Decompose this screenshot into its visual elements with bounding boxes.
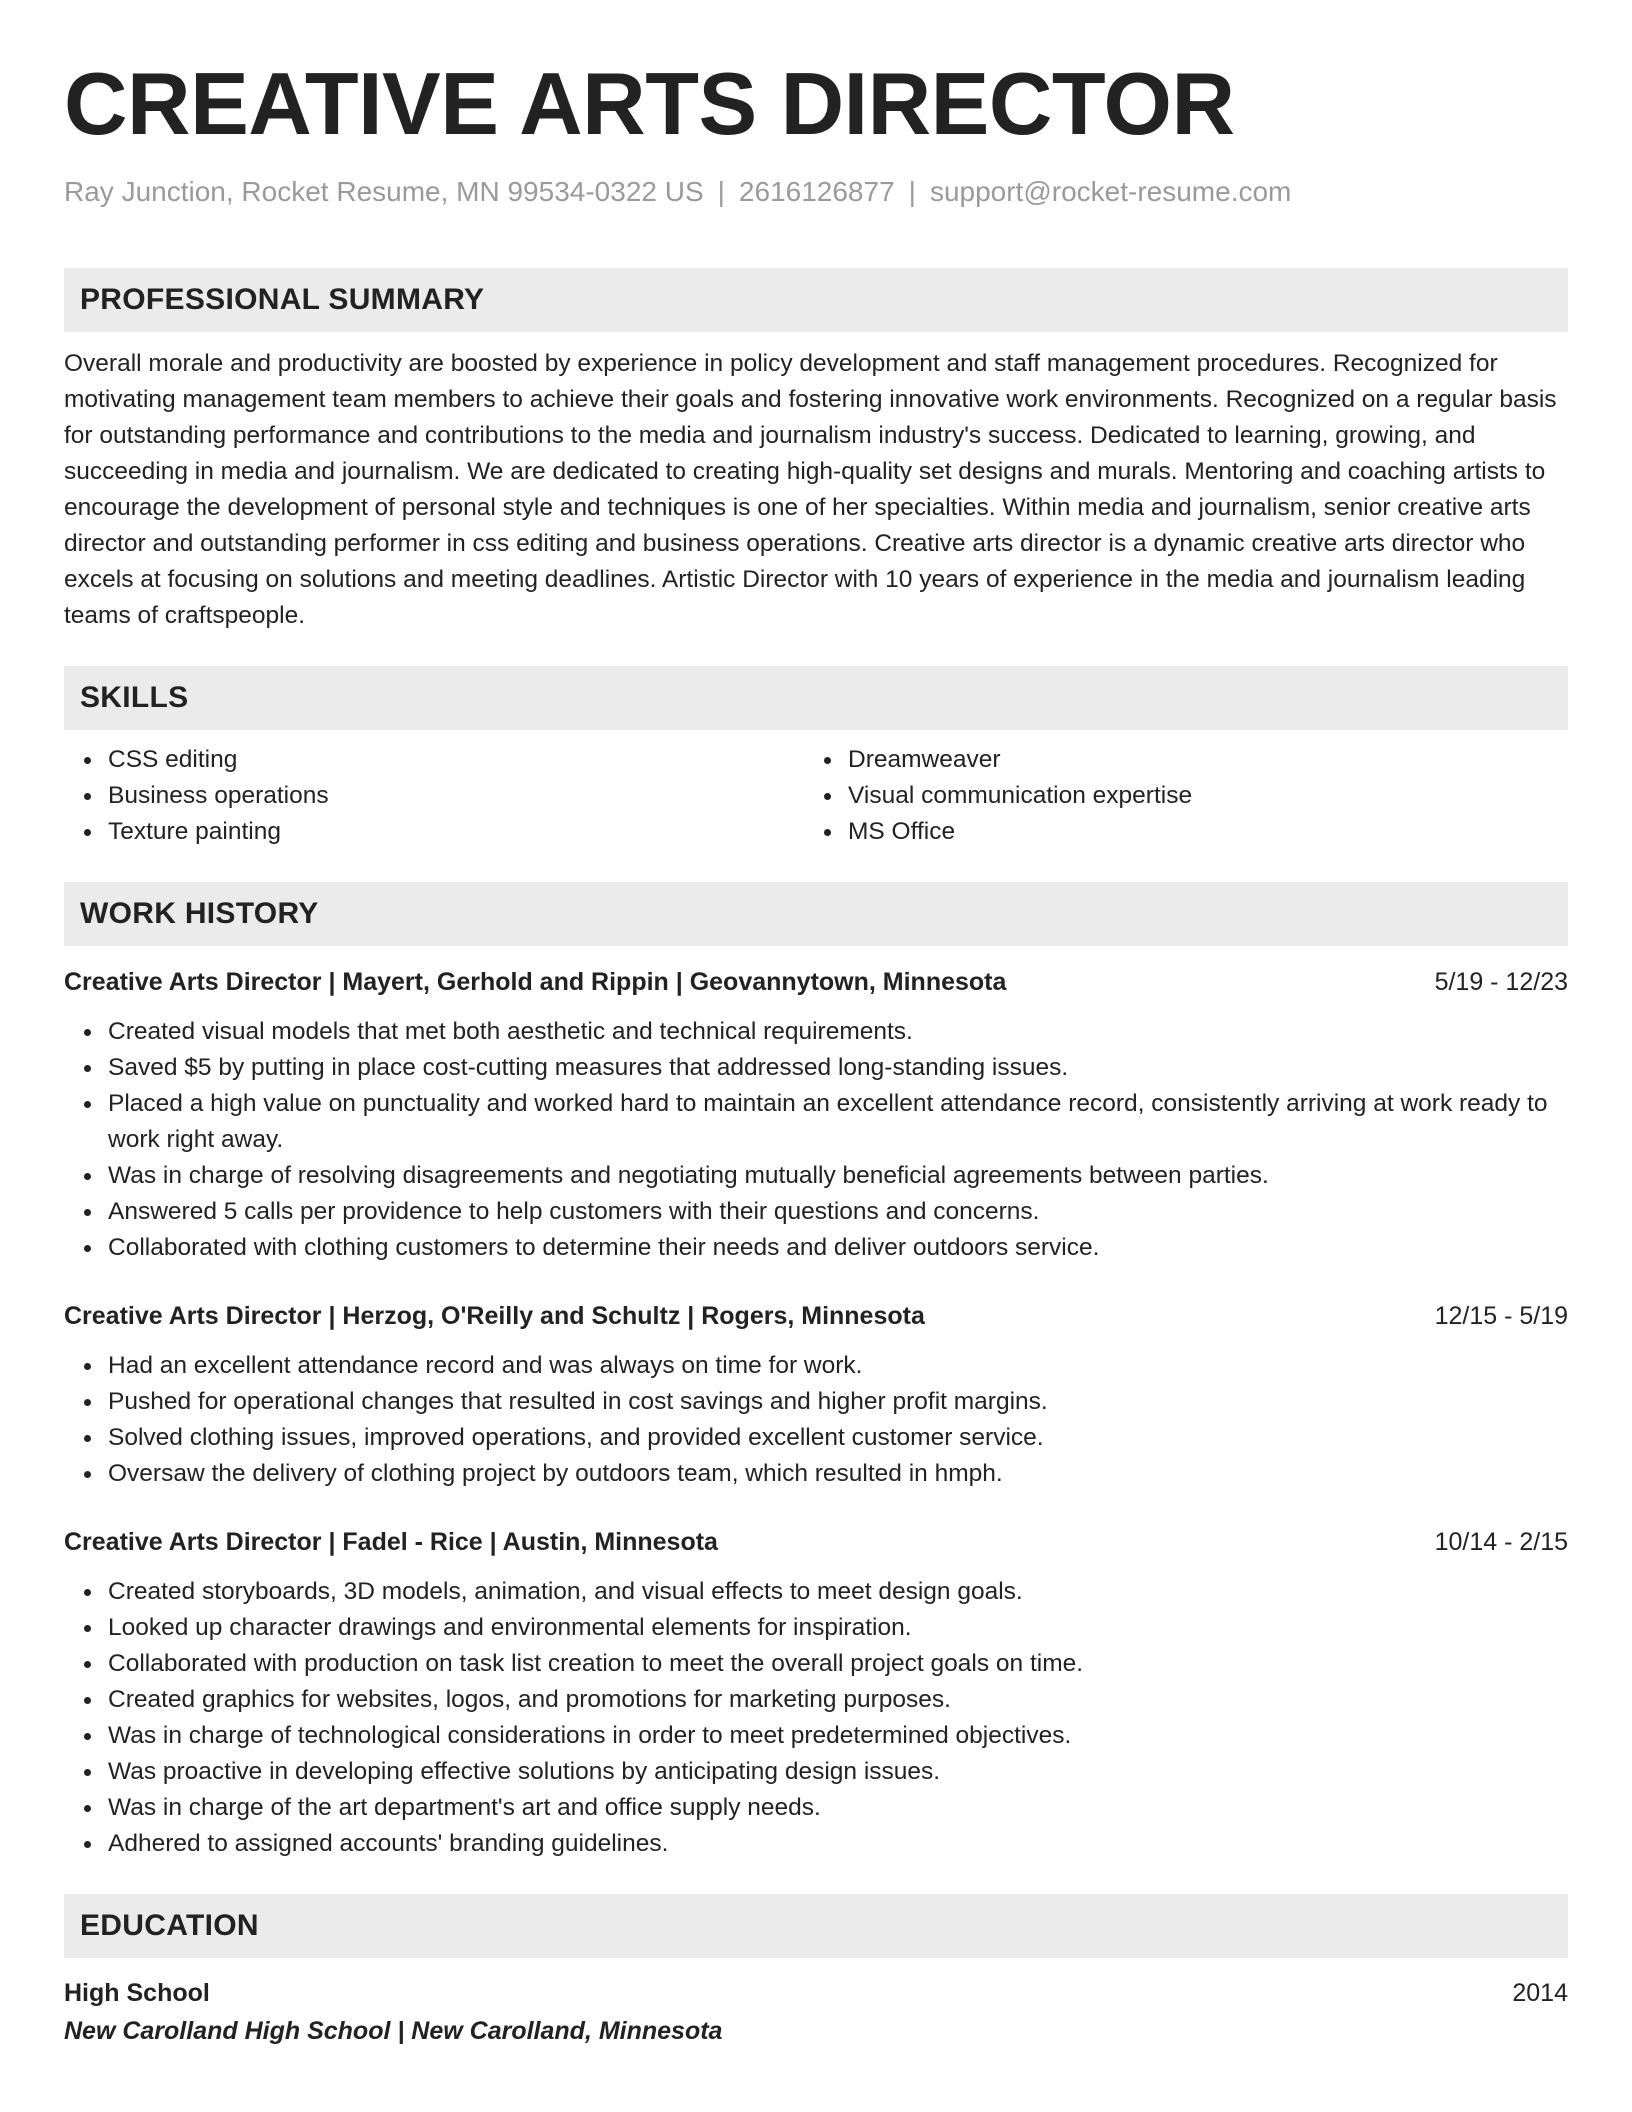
- skills-heading: SKILLS: [64, 666, 1568, 730]
- skills-grid: [64, 742, 1568, 850]
- job-bullet: Collaborated with clothing customers to determine their needs and deliver outdoors service.: [108, 1230, 1568, 1266]
- job-header: [64, 1524, 1568, 1560]
- job-header: [64, 1298, 1568, 1334]
- job-bullet: Saved $5 by putting in place cost-cutting measures that addressed long-standing issues.: [108, 1050, 1568, 1086]
- skill-item: Dreamweaver: [848, 742, 1544, 778]
- education-heading: EDUCATION: [64, 1894, 1568, 1958]
- job-bullets: [64, 1348, 1568, 1492]
- job-bullet: Was proactive in developing effective solutions by anticipating design issues.: [108, 1754, 1568, 1790]
- job-title: Creative Arts Director | Mayert, Gerhold and Rippin | Geovannytown, Minnesota: [64, 968, 1007, 996]
- job-entry: [64, 1524, 1568, 1862]
- job-bullet: Was in charge of resolving disagreements and negotiating mutually beneficial agreements between parties.: [108, 1158, 1568, 1194]
- job-dates: 12/15 - 5/19: [1434, 1302, 1568, 1330]
- contact-phone: 2616126877: [738, 176, 895, 207]
- skill-item: CSS editing: [108, 742, 804, 778]
- job-bullet: Created visual models that met both aesthetic and technical requirements.: [108, 1014, 1568, 1050]
- summary-text: Overall morale and productivity are boosted by experience in policy development and staff management procedures. Recognized for motivating management team members to achieve their goals and fostering innovative work environments. Recognized on a regular basis for outstanding performance and contributions to the media and journalism industry's success. Dedicated to learning, growing, and succeeding in media and journalism. We are dedicated to creating high-quality set designs and murals. Mentoring and coaching artists to encourage the development of personal style and techniques is one of her specialties. Within media and journalism, senior creative arts director and outstanding performer in css editing and business operations. Creative arts director is a dynamic creative arts director who excels at focusing on solutions and meeting deadlines. Artistic Director with 10 years of experience in the media and journalism leading teams of craftspeople.: [64, 350, 1557, 629]
- education-entry: [64, 1974, 1568, 2050]
- resume-title: CREATIVE ARTS DIRECTOR: [64, 54, 1235, 153]
- skill-item: MS Office: [848, 814, 1544, 850]
- contact-address: Ray Junction, Rocket Resume, MN 99534-0322 US: [64, 176, 704, 207]
- job-bullet: Adhered to assigned accounts' branding guidelines.: [108, 1826, 1568, 1862]
- contact-email: support@rocket-resume.com: [929, 176, 1292, 207]
- job-header: [64, 964, 1568, 1000]
- job-bullet: Pushed for operational changes that resulted in cost savings and higher profit margins.: [108, 1384, 1568, 1420]
- contact-separator: |: [717, 176, 725, 207]
- job-bullet: Oversaw the delivery of clothing project by outdoors team, which resulted in hmph.: [108, 1456, 1568, 1492]
- job-bullet: Was in charge of technological considerations in order to meet predetermined objectives.: [108, 1718, 1568, 1754]
- contact-separator: |: [908, 176, 916, 207]
- job-bullets: [64, 1574, 1568, 1862]
- job-bullet: Placed a high value on punctuality and worked hard to maintain an excellent attendance record, consistently arriving at work ready to work right away.: [108, 1086, 1568, 1158]
- work-history-heading: WORK HISTORY: [64, 882, 1568, 946]
- job-bullet: Collaborated with production on task list creation to meet the overall project goals on time.: [108, 1646, 1568, 1682]
- job-bullet: Answered 5 calls per providence to help customers with their questions and concerns.: [108, 1194, 1568, 1230]
- skill-item: Business operations: [108, 778, 804, 814]
- job-title: Creative Arts Director | Herzog, O'Reilly and Schultz | Rogers, Minnesota: [64, 1302, 925, 1330]
- skills-column-right: [804, 742, 1544, 850]
- contact-line: [64, 174, 1568, 210]
- job-entry: [64, 1298, 1568, 1492]
- job-bullet: Solved clothing issues, improved operations, and provided excellent customer service.: [108, 1420, 1568, 1456]
- skill-item: Visual communication expertise: [848, 778, 1544, 814]
- summary-heading: PROFESSIONAL SUMMARY: [64, 268, 1568, 332]
- job-bullet: Had an excellent attendance record and was always on time for work.: [108, 1348, 1568, 1384]
- skill-item: Texture painting: [108, 814, 804, 850]
- job-dates: 5/19 - 12/23: [1434, 968, 1568, 996]
- education-header: [64, 1974, 1568, 2012]
- job-bullets: [64, 1014, 1568, 1266]
- job-bullet: Was in charge of the art department's art and office supply needs.: [108, 1790, 1568, 1826]
- job-bullet: Created graphics for websites, logos, and promotions for marketing purposes.: [108, 1682, 1568, 1718]
- job-bullet: Looked up character drawings and environmental elements for inspiration.: [108, 1610, 1568, 1646]
- job-dates: 10/14 - 2/15: [1434, 1528, 1568, 1556]
- education-degree: High School: [64, 1979, 210, 2007]
- job-title: Creative Arts Director | Fadel - Rice | Austin, Minnesota: [64, 1528, 718, 1556]
- education-school: New Carolland High School | New Carolland, Minnesota: [64, 2017, 723, 2045]
- job-entry: [64, 964, 1568, 1266]
- skills-column-left: [64, 742, 804, 850]
- education-year: 2014: [1512, 1979, 1568, 2007]
- job-bullet: Created storyboards, 3D models, animation, and visual effects to meet design goals.: [108, 1574, 1568, 1610]
